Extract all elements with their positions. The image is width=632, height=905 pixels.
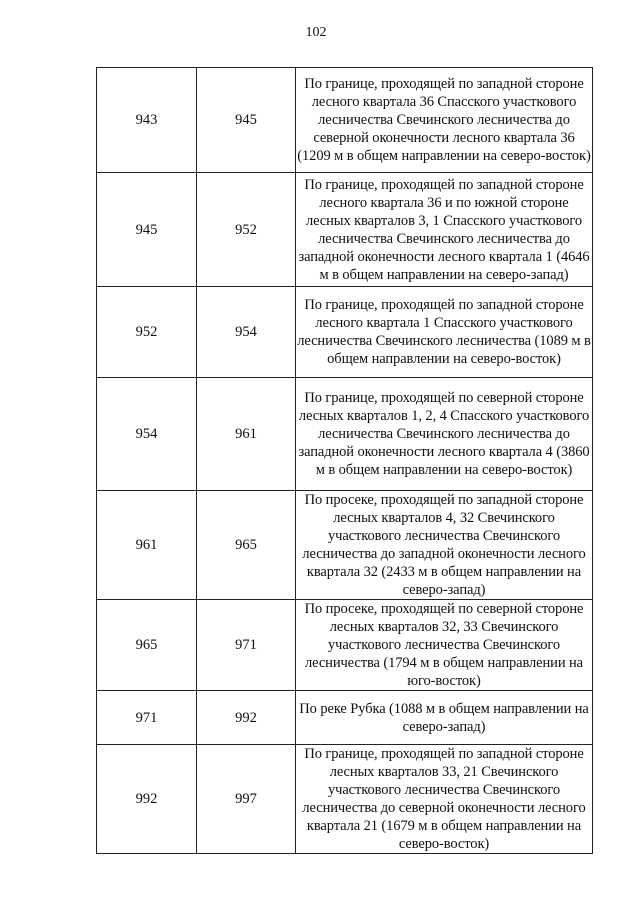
to-point-cell: 952 xyxy=(197,173,296,287)
from-point-cell: 945 xyxy=(97,173,197,287)
to-point-cell: 965 xyxy=(197,491,296,600)
table-row xyxy=(97,378,593,491)
boundary-description-cell: По границе, проходящей по западной стороне лесных кварталов 33, 21 Свечинского участкового лесничества Свечинского лесничества до северной оконечности лесного квартала 21 (1679 м в общем направлении на северо-восток) xyxy=(296,745,593,854)
from-point-cell: 961 xyxy=(97,491,197,600)
to-point-cell: 945 xyxy=(197,68,296,173)
table-row xyxy=(97,600,593,691)
from-point-cell: 992 xyxy=(97,745,197,854)
boundary-table xyxy=(96,67,593,854)
table-row xyxy=(97,745,593,854)
to-point-cell: 997 xyxy=(197,745,296,854)
boundary-description-cell: По границе, проходящей по западной стороне лесного квартала 36 и по южной стороне лесных кварталов 3, 1 Спасского участкового лесничества Свечинского лесничества до западной оконечности лесного квартала 1 (4646 м в общем направлении на северо-запад) xyxy=(296,173,593,287)
boundary-description-cell: По просеке, проходящей по западной стороне лесных кварталов 4, 32 Свечинского участкового лесничества Свечинского лесничества до западной оконечности лесного квартала 32 (2433 м в общем направлении на северо-запад) xyxy=(296,491,593,600)
boundary-description-cell: По границе, проходящей по западной стороне лесного квартала 1 Спасского участкового лесничества Свечинского лесничества (1089 м в общем направлении на северо-восток) xyxy=(296,287,593,378)
from-point-cell: 954 xyxy=(97,378,197,491)
to-point-cell: 992 xyxy=(197,691,296,745)
page-number: 102 xyxy=(305,25,327,40)
table-row xyxy=(97,491,593,600)
boundary-description-cell: По просеке, проходящей по северной стороне лесных кварталов 32, 33 Свечинского участкового лесничества Свечинского лесничества (1794 м в общем направлении на юго-восток) xyxy=(296,600,593,691)
table-row xyxy=(97,691,593,745)
boundary-description-cell: По границе, проходящей по западной стороне лесного квартала 36 Спасского участкового лесничества Свечинского лесничества до северной оконечности лесного квартала 36 (1209 м в общем направлении на северо-восток) xyxy=(296,68,593,173)
from-point-cell: 965 xyxy=(97,600,197,691)
to-point-cell: 961 xyxy=(197,378,296,491)
boundary-description-cell: По реке Рубка (1088 м в общем направлении на северо-запад) xyxy=(296,691,593,745)
table-row xyxy=(97,287,593,378)
from-point-cell: 952 xyxy=(97,287,197,378)
from-point-cell: 943 xyxy=(97,68,197,173)
table-row xyxy=(97,68,593,173)
to-point-cell: 954 xyxy=(197,287,296,378)
to-point-cell: 971 xyxy=(197,600,296,691)
from-point-cell: 971 xyxy=(97,691,197,745)
table-row xyxy=(97,173,593,287)
boundary-description-cell: По границе, проходящей по северной стороне лесных кварталов 1, 2, 4 Спасского участкового лесничества Свечинского лесничества до западной оконечности лесного квартала 4 (3860 м в общем направлении на северо-восток) xyxy=(296,378,593,491)
